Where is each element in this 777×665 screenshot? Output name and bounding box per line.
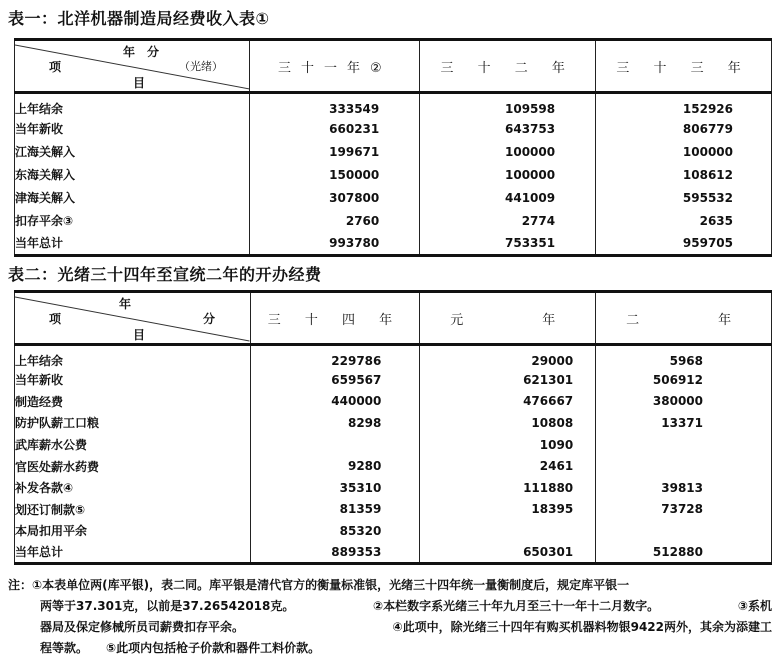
row-label: 本局扣用平余	[15, 520, 251, 542]
cell-value: 512880	[596, 542, 772, 564]
row-label: 当年总计	[15, 232, 250, 255]
cell-value: 380000	[596, 391, 772, 413]
table-row	[15, 477, 772, 499]
header-fen-char: 分	[203, 312, 216, 326]
cell-value	[596, 520, 772, 542]
cell-value: 595532	[596, 186, 772, 209]
table-row	[15, 499, 772, 521]
cell-value: 100000	[596, 140, 772, 163]
cell-value: 643753	[420, 117, 596, 140]
cell-value: 100000	[420, 163, 596, 186]
cell-value: 441009	[420, 186, 596, 209]
cell-value: 993780	[250, 232, 420, 255]
income-table	[14, 38, 772, 257]
cell-value: 440000	[250, 391, 420, 413]
cell-value: 2461	[420, 455, 596, 477]
table-row	[15, 520, 772, 542]
row-label: 上年结余	[15, 93, 250, 118]
header-item-char: 项	[49, 60, 62, 74]
header-year-char: 年	[119, 297, 132, 311]
column-header: 三十一年②	[250, 40, 420, 93]
header-item-char: 项	[49, 312, 62, 326]
table-row	[15, 369, 772, 391]
cell-value	[596, 434, 772, 456]
table-header-row	[15, 292, 772, 345]
row-label: 补发各款④	[15, 477, 251, 499]
column-header: 二 年	[596, 292, 772, 345]
cell-value: 150000	[250, 163, 420, 186]
cell-value: 111880	[420, 477, 596, 499]
column-header: 三 十 二 年	[420, 40, 596, 93]
table-row	[15, 412, 772, 434]
header-guangxu: （光绪）	[179, 60, 223, 73]
diagonal-header-cell	[15, 40, 250, 93]
cell-value: 100000	[420, 140, 596, 163]
row-label: 防护队薪工口粮	[15, 412, 251, 434]
footnote-segment: ④此项中，除光绪三十四年有购买机器料物银9422两外，其余为添建工	[392, 620, 772, 634]
cell-value: 5968	[596, 345, 772, 370]
cell-value: 73728	[596, 499, 772, 521]
footnote-line: 程等款。 ⑤此项内包括枪子价款和器件工料价款。	[40, 641, 321, 655]
row-label: 武库薪水公费	[15, 434, 251, 456]
cell-value	[596, 455, 772, 477]
row-label: 当年新收	[15, 117, 250, 140]
diagonal-header-cell	[15, 292, 251, 345]
table-row	[15, 209, 772, 232]
cell-value: 753351	[420, 232, 596, 255]
cell-value: 229786	[250, 345, 420, 370]
row-label: 津海关解入	[15, 186, 250, 209]
row-label: 制造经费	[15, 391, 251, 413]
footnote-segment: 两等于37.301克，以前是37.26542018克。	[40, 599, 295, 613]
cell-value: 806779	[596, 117, 772, 140]
header-year-label: 年 分	[123, 45, 160, 59]
expense-table	[14, 290, 772, 565]
footnote-line: 注：①本表单位两(库平银)，表二同。库平银是清代官方的衡量标准银，光绪三十四年统一量衡制度后，规定库平银一	[8, 578, 630, 592]
row-label: 官医处薪水药费	[15, 455, 251, 477]
table-row	[15, 117, 772, 140]
row-label: 当年总计	[15, 542, 251, 564]
cell-value: 333549	[250, 93, 420, 118]
cell-value	[420, 520, 596, 542]
column-header: 三 十 四 年	[250, 292, 420, 345]
cell-value: 2774	[420, 209, 596, 232]
footnote-segment: ③系机	[737, 599, 772, 613]
header-mu-char: 目	[133, 328, 146, 342]
cell-value: 959705	[596, 232, 772, 255]
row-label: 上年结余	[15, 345, 251, 370]
cell-value: 10808	[420, 412, 596, 434]
row-label: 扣存平余③	[15, 209, 250, 232]
table-row	[15, 140, 772, 163]
cell-value: 108612	[596, 163, 772, 186]
table-row	[15, 455, 772, 477]
row-label: 东海关解入	[15, 163, 250, 186]
footnotes	[8, 575, 772, 659]
table-row	[15, 542, 772, 564]
cell-value: 9280	[250, 455, 420, 477]
cell-value: 13371	[596, 412, 772, 434]
cell-value: 39813	[596, 477, 772, 499]
table-row	[15, 163, 772, 186]
cell-value: 29000	[420, 345, 596, 370]
table2-title: 表二：光绪三十四年至宣统二年的开办经费	[8, 265, 322, 284]
cell-value: 8298	[250, 412, 420, 434]
table-row	[15, 93, 772, 118]
cell-value: 152926	[596, 93, 772, 118]
cell-value: 506912	[596, 369, 772, 391]
cell-value: 307800	[250, 186, 420, 209]
cell-value: 35310	[250, 477, 420, 499]
footnote-segment: ②本栏数字系光绪三十年九月至三十一年十二月数字。	[373, 599, 660, 613]
footnote-line	[8, 596, 772, 617]
cell-value: 199671	[250, 140, 420, 163]
table-header-row	[15, 40, 772, 93]
table-row	[15, 345, 772, 370]
cell-value: 2760	[250, 209, 420, 232]
row-label: 当年新收	[15, 369, 251, 391]
cell-value: 2635	[596, 209, 772, 232]
cell-value: 659567	[250, 369, 420, 391]
row-label: 划还订制款⑤	[15, 499, 251, 521]
cell-value: 81359	[250, 499, 420, 521]
footnote-segment: 器局及保定修械所员司薪费扣存平余。	[40, 620, 245, 634]
cell-value: 18395	[420, 499, 596, 521]
cell-value: 621301	[420, 369, 596, 391]
table-row	[15, 186, 772, 209]
cell-value: 1090	[420, 434, 596, 456]
cell-value: 85320	[250, 520, 420, 542]
column-header: 元 年	[420, 292, 596, 345]
cell-value: 889353	[250, 542, 420, 564]
header-mu-char: 目	[133, 76, 146, 90]
cell-value: 109598	[420, 93, 596, 118]
table1-title: 表一：北洋机器制造局经费收入表①	[8, 9, 270, 28]
cell-value	[250, 434, 420, 456]
column-header: 三 十 三 年	[596, 40, 772, 93]
footnote-line	[8, 617, 772, 638]
table-row	[15, 232, 772, 255]
cell-value: 650301	[420, 542, 596, 564]
table-row	[15, 434, 772, 456]
table-row	[15, 391, 772, 413]
cell-value: 660231	[250, 117, 420, 140]
cell-value: 476667	[420, 391, 596, 413]
row-label: 江海关解入	[15, 140, 250, 163]
